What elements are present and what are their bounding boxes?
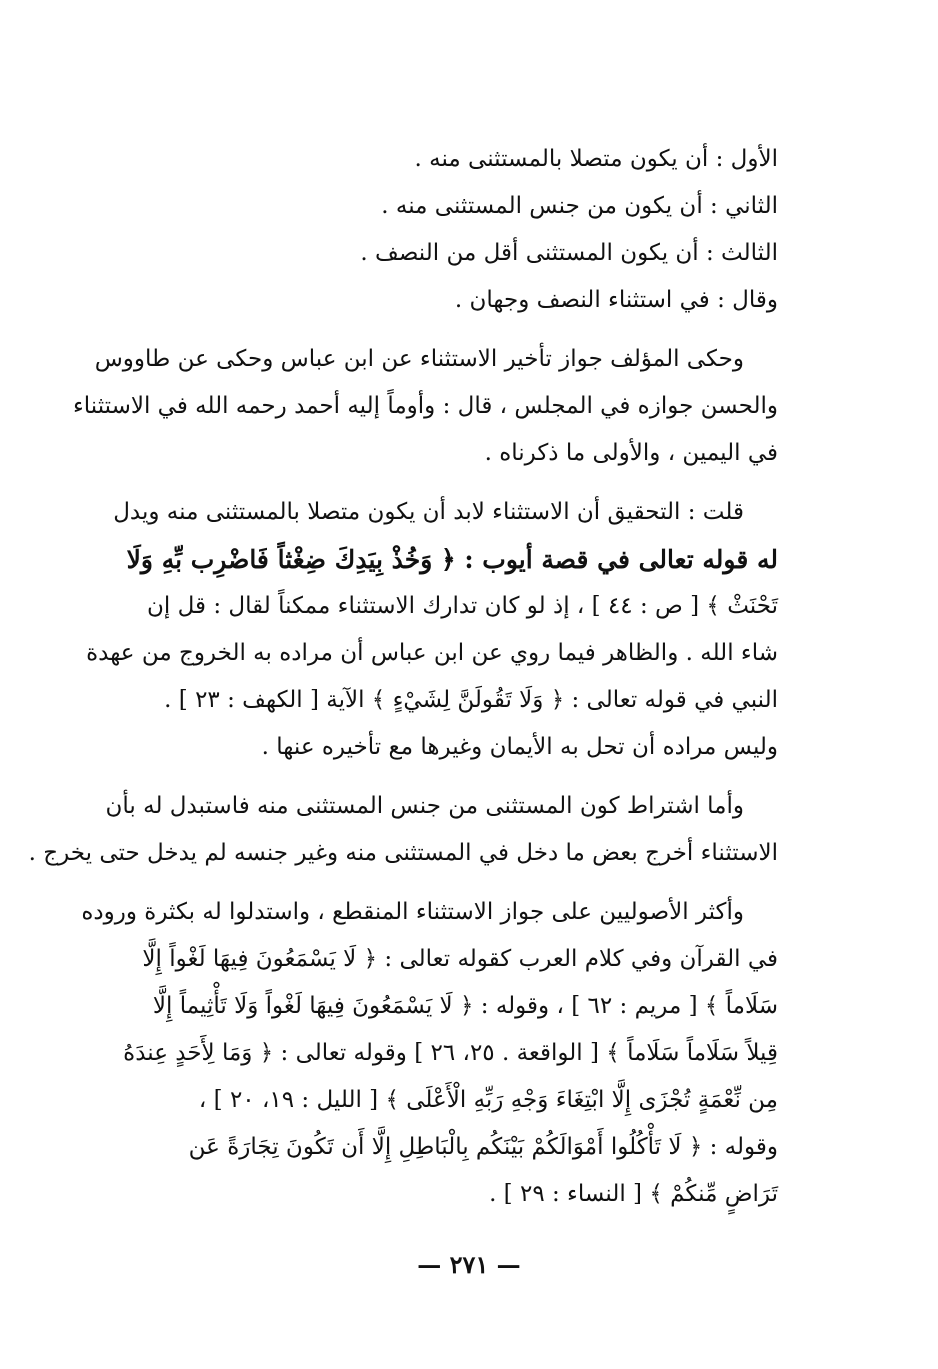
- paragraph-line: تَحْنَثْ ﴾ [ ص : ٤٤ ] ، إذ لو كان تدارك الاستثناء ممكناً لقال : قل إن: [147, 593, 778, 619]
- paragraph-line: وأما اشتراط كون المستثنى من جنس المستثنى منه فاستبدل له بأن: [105, 793, 744, 819]
- paragraph-discontinuous-exception: [81, 889, 778, 1218]
- paragraph-line: مِن نِّعْمَةٍ تُجْزَى إِلَّا ابْتِغَاءَ وَجْهِ رَبِّهِ الْأَعْلَى ﴾ [ الليل : ١٩، ٢٠ ] ،: [198, 1087, 778, 1113]
- paragraph-line: والحسن جوازه في المجلس ، قال : وأوماً إليه أحمد رحمه الله في الاستثناء: [72, 393, 778, 419]
- paragraph-line: تَرَاضٍ مِّنكُمْ ﴾ [ النساء : ٢٩ ] .: [489, 1181, 778, 1207]
- paragraph-gap: [132, 324, 778, 336]
- condition-line: الثاني : أن يكون من جنس المستثنى منه .: [381, 193, 778, 219]
- paragraph-line: وحكى المؤلف جواز تأخير الاستثناء عن ابن عباس وحكى عن طاووس: [94, 346, 744, 372]
- paragraph-author-report: [72, 336, 778, 477]
- paragraph-line: وأكثر الأصوليين على جواز الاستثناء المنقطع ، واستدلوا له بكثرة وروده: [81, 899, 744, 925]
- paragraph-line: شاء الله . والظاهر فيما روي عن ابن عباس أن مراده به الخروج من عهدة: [86, 640, 778, 666]
- paragraph-line: وقوله : ﴿ لَا تَأْكُلُوا أَمْوَالَكُمْ بَيْنَكُم بِالْبَاطِلِ إِلَّا أَن تَكُونَ تِجَارَةً عَن: [188, 1134, 778, 1160]
- paragraph-genus-condition: [28, 783, 778, 877]
- conditions-list: [132, 136, 778, 324]
- paragraph-line: وليس مراده أن تحل به الأيمان وغيرها مع تأخيره عنها .: [261, 734, 778, 760]
- paragraph-verification: [86, 489, 778, 771]
- paragraph-gap: [132, 877, 778, 889]
- paragraph-line: له قوله تعالى في قصة أيوب : ﴿ وَخُذْ بِيَدِكَ ضِغْثاً فَاضْرِب بِّهِ وَلَا: [126, 545, 778, 574]
- paragraph-line: في اليمين ، والأولى ما ذكرناه .: [484, 440, 778, 466]
- paragraph-gap: [132, 477, 778, 489]
- condition-line: الثالث : أن يكون المستثنى أقل من النصف .: [360, 240, 778, 266]
- paragraph-line: قِيلاً سَلَاماً سَلَاماً ﴾ [ الواقعة . ٢٥، ٢٦ ] وقوله تعالى : ﴿ وَمَا لِأَحَدٍ عِندَهُ: [123, 1040, 778, 1066]
- paragraph-line: في القرآن وفي كلام العرب كقوله تعالى : ﴿ لَا يَسْمَعُونَ فِيهَا لَغْواً إِلَّا: [142, 946, 778, 972]
- paragraph-line: قلت : التحقيق أن الاستثناء لابد أن يكون متصلا بالمستثنى منه ويدل: [113, 499, 744, 525]
- paragraph-line: الاستثناء أخرج بعض ما دخل في المستثنى منه وغير جنسه لم يدخل حتى يخرج .: [28, 840, 778, 866]
- paragraph-line: سَلَاماً ﴾ [ مريم : ٦٢ ] ، وقوله : ﴿ لَا يَسْمَعُونَ فِيهَا لَغْواً وَلَا تَأْثِيماً إِلَّا: [152, 993, 778, 1019]
- condition-line: الأول : أن يكون متصلا بالمستثنى منه .: [414, 146, 778, 172]
- condition-line: وقال : في استثناء النصف وجهان .: [454, 287, 778, 313]
- paragraph-gap: [132, 771, 778, 783]
- page-body: [28, 136, 778, 1218]
- paragraph-line: النبي في قوله تعالى : ﴿ وَلَا تَقُولَنَّ لِشَيْءٍ ﴾ الآية [ الكهف : ٢٣ ] .: [164, 687, 778, 713]
- page-number: — ٢٧١ —: [417, 1250, 521, 1279]
